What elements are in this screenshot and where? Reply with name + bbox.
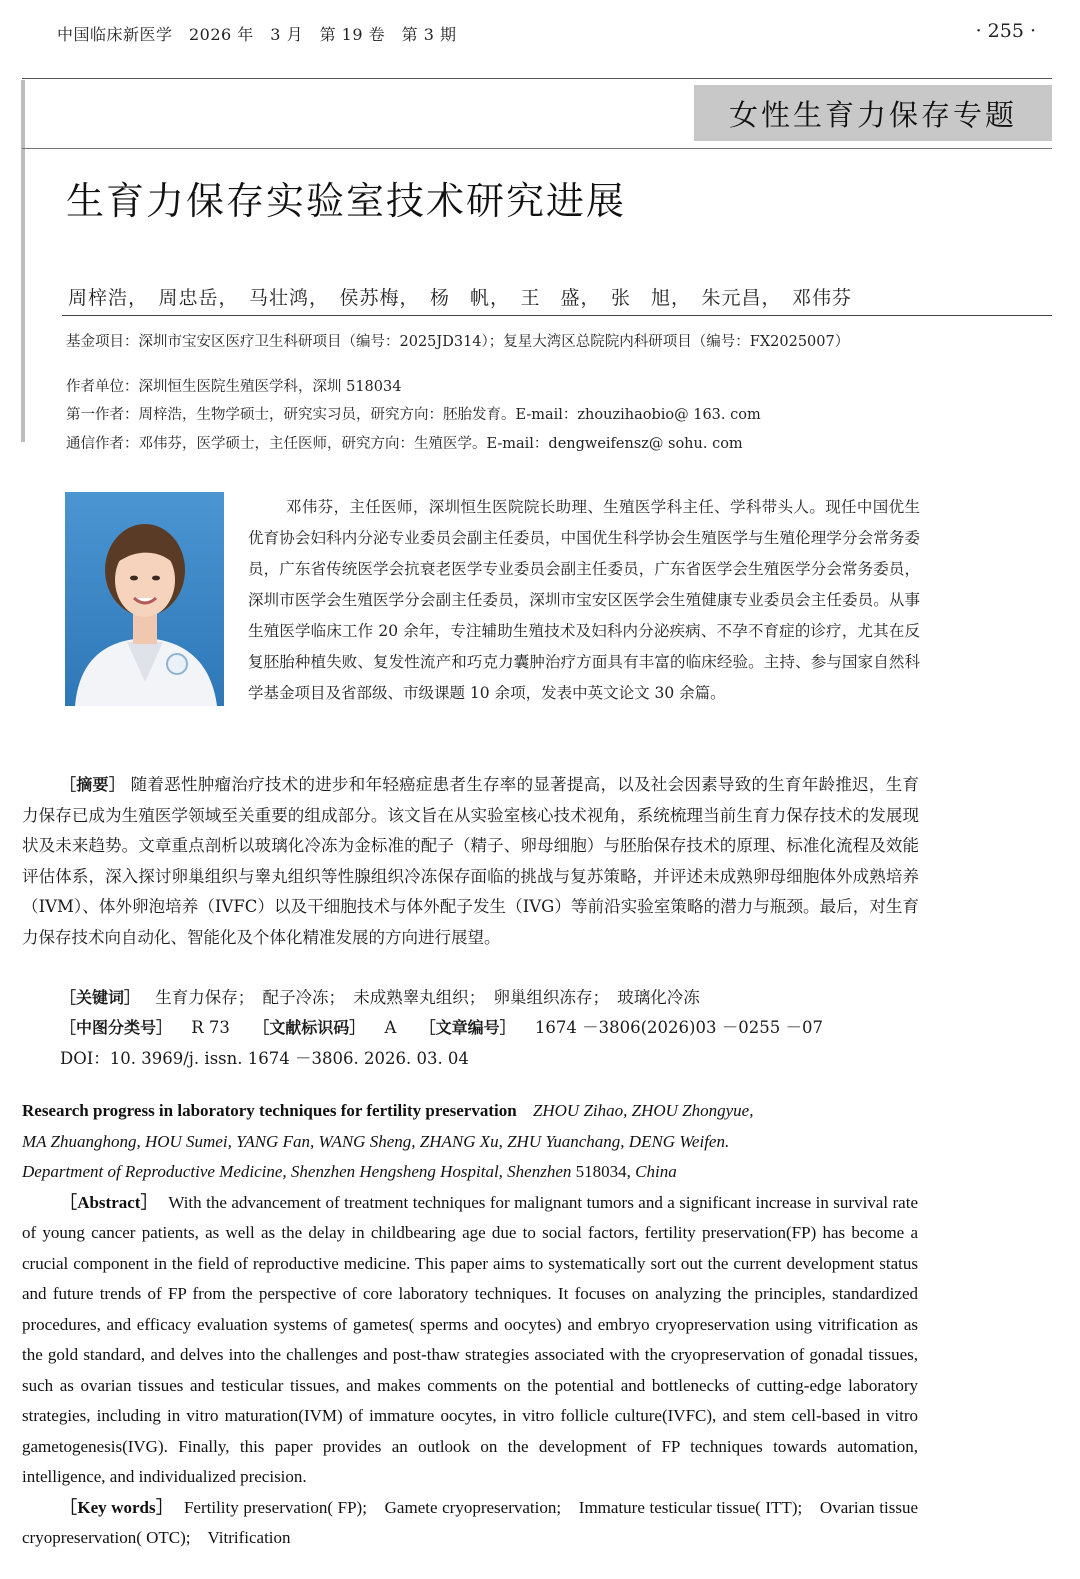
topic-banner: 女性生育力保存专题	[694, 85, 1052, 141]
english-affiliation-code: 518034,	[575, 1162, 631, 1181]
abstract-cn	[22, 770, 919, 953]
author-rule	[62, 315, 1052, 316]
english-keywords-text: Fertility preservation( FP); Gamete cryopreservation; Immature testicular tissue( ITT); Ovarian tissue cryopreservation( OTC); Vitrification	[22, 1497, 919, 1547]
article-title: 生育力保存实验室技术研究进展	[66, 179, 627, 223]
english-affiliation: Department of Reproductive Medicine, Shenzhen Hengsheng Hospital, Shenzhen	[22, 1162, 572, 1181]
doc-code-value: A	[384, 1018, 397, 1037]
abstract-cn-text: 随着恶性肿瘤治疗技术的进步和年轻癌症患者生存率的显著提高，以及社会因素导致的生育年龄推迟，生育力保存已成为生殖医学领域至关重要的组成部分。该文旨在从实验室核心技术视角，系统梳理当前生育力保存技术的发展现状及未来趋势。文章重点剖析以玻璃化冷冻为金标准的配子（精子、卵母细胞）与胚胎保存技术的原理、标准化流程及效能评估体系，深入探讨卵巢组织与睾丸组织等性腺组织冷冻保存面临的挑战与复苏策略，并评述未成熟卵母细胞体外成熟培养（IVM）、体外卵泡培养（IVFC）以及干细胞技术与体外配子发生（IVG）等前沿实验室策略的潜力与瓶颈。最后，对生育力保存技术向自动化、智能化及个体化精准发展的方向进行展望。	[22, 775, 919, 947]
title-rule	[22, 148, 1052, 149]
first-author-info: 第一作者：周梓浩，生物学硕士，研究实习员，研究方向：胚胎发育。E-mail：zhouzihaobio@ 163. com	[66, 407, 761, 423]
clc-label: ［中图分类号］	[60, 1018, 173, 1037]
left-accent-bar	[21, 80, 25, 442]
clc-value: R 73	[191, 1018, 230, 1037]
english-title: Research progress in laboratory techniques for fertility preservation	[22, 1101, 517, 1120]
corresponding-author-info: 通信作者：邓伟芬，医学硕士，主任医师，研究方向：生殖医学。E-mail：dengweifensz@ sohu. com	[66, 436, 743, 452]
article-number-label: ［文章编号］	[419, 1018, 516, 1037]
author-bio: 邓伟芬，主任医师，深圳恒生医院院长助理、生殖医学科主任、学科带头人。现任中国优生优育协会妇科内分泌专业委员会副主任委员，中国优生科学协会生殖医学与生殖伦理学分会常务委员，广东省传统医学会抗衰老医学专业委员会副主任委员，广东省医学会生殖医学分会常务委员，深圳市医学会生殖医学分会副主任委员，深圳市宝安区医学会生殖健康专业委员会主任委员。从事生殖医学临床工作 20 余年，专注辅助生殖技术及妇科内分泌疾病、不孕不育症的诊疗，尤其在反复胚胎种植失败、复发性流产和巧克力囊肿治疗方面具有丰富的临床经验。主持、参与国家自然科学基金项目及省部级、市级课题 10 余项，发表中英文论文 30 余篇。	[248, 498, 920, 702]
journal-header: 中国临床新医学 2026 年 3 月 第 19 卷 第 3 期	[57, 25, 457, 44]
english-affiliation-country: China	[635, 1162, 677, 1181]
classification-line	[60, 1014, 823, 1038]
keywords-cn	[60, 984, 700, 1008]
keywords-cn-label: ［关键词］	[60, 988, 141, 1007]
page-number: · 255 ·	[975, 20, 1036, 42]
doi: DOI：10. 3969/j. issn. 1674 －3806. 2026. 03. 04	[60, 1049, 469, 1068]
author-list: 周梓浩， 周忠岳， 马壮鸿， 侯苏梅， 杨 帆， 王 盛， 张 旭， 朱元昌， 邓伟芬	[68, 287, 853, 309]
english-authors-line1: ZHOU Zihao, ZHOU Zhongyue,	[532, 1101, 754, 1120]
english-keywords-label: ［Key words］	[60, 1497, 174, 1517]
english-authors-line2: MA Zhuanghong, HOU Sumei, YANG Fan, WANG Sheng, ZHANG Xu, ZHU Yuanchang, DENG Weifen.	[22, 1131, 730, 1151]
affiliation-info: 作者单位：深圳恒生医院生殖医学科，深圳 518034	[66, 379, 402, 395]
english-abstract-text: With the advancement of treatment techniques for malignant tumors and a significant increase in survival rate of young cancer patients, as well as the delay in childbearing age due to social factors, fertility preservation(FP) has become a crucial component in the field of reproductive medicine. This paper aims to systematically sort out the current development status and future trends of FP from the perspective of core laboratory techniques. It focuses on analyzing the principles, standardized procedures, and efficacy evaluation systems of gametes( sperms and oocytes) and embryo cryopreservation using vitrification as the gold standard, and delves into the challenges and post-thaw strategies associated with the cryopreservation of gonadal tissues, such as ovarian tissues and testicular tissues, and makes comments on the potential and bottlenecks of cutting-edge laboratory strategies, including in vitro maturation(IVM) of immature oocytes, in vitro follicle culture(IVFC), and stem cell-based in vitro gametogenesis(IVG). Finally, this paper provides an outlook on the development of FP techniques towards automation, intelligence, and individualized precision.	[22, 1192, 918, 1486]
portrait-illustration	[65, 492, 224, 706]
article-number-value: 1674 －3806(2026)03 －0255 －07	[534, 1018, 823, 1037]
english-abstract-block	[22, 1096, 918, 1554]
author-portrait-photo	[65, 492, 224, 706]
keywords-cn-text: 生育力保存； 配子冷冻； 未成熟睾丸组织； 卵巢组织冻存； 玻璃化冷冻	[155, 988, 700, 1007]
header-rule	[22, 78, 1052, 79]
doc-code-label: ［文献标识码］	[253, 1018, 366, 1037]
fund-info: 基金项目：深圳市宝安区医疗卫生科研项目（编号：2025JD314）；复星大湾区总院院内科研项目（编号：FX2025007）	[66, 334, 850, 350]
abstract-cn-label: ［摘要］	[60, 775, 126, 794]
english-abstract-label: ［Abstract］	[60, 1192, 158, 1212]
